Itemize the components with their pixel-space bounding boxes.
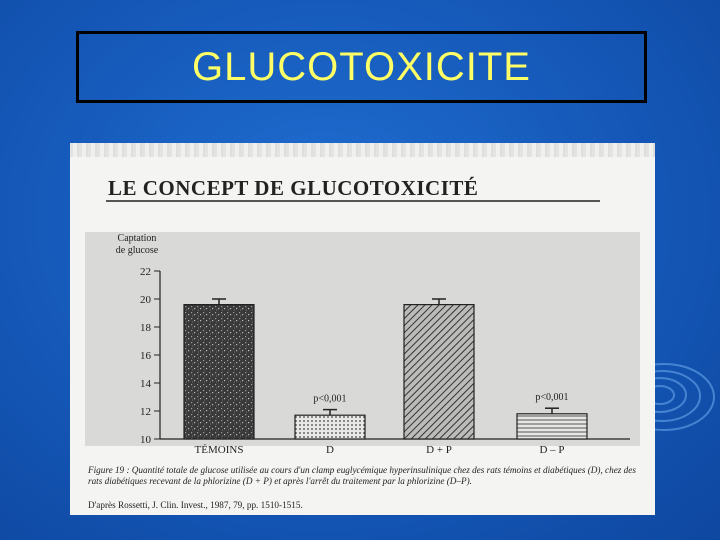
x-tick-label: D – P <box>539 444 565 456</box>
y-tick-label: 12 <box>140 406 151 418</box>
x-tick-label: TÉMOINS <box>194 444 244 456</box>
y-tick-label: 20 <box>140 294 151 306</box>
figure-caption: Figure 19 : Quantité totale de glucose utilisée au cours d'un clamp euglycémique hyperinsulinique chez des rats témoins et diabétiques (D), chez des rats diabétiques recevant de la phlorizine (D + P) et après l'arrêt du traitement par la phlorizine (D–P). <box>88 465 636 486</box>
bar-1 <box>184 305 254 439</box>
y-axis-label-line1: Captation <box>117 233 157 244</box>
bar-3 <box>404 305 474 439</box>
bar-chart <box>70 143 655 515</box>
y-tick-label: 16 <box>140 350 151 362</box>
y-tick-label: 22 <box>140 266 151 278</box>
bar-4 <box>517 414 587 439</box>
figure-source: D'après Rossetti, J. Clin. Invest., 1987, 79, pp. 1510-1515. <box>88 500 303 510</box>
scanned-figure <box>70 143 655 515</box>
bar-2 <box>295 415 365 439</box>
y-tick-label: 14 <box>140 378 151 390</box>
slide-title-box <box>76 31 647 103</box>
significance-label: p<0,001 <box>313 393 347 405</box>
slide-title: GLUCOTOXICITE <box>192 44 531 89</box>
y-tick-label: 10 <box>140 434 151 446</box>
y-tick-label: 18 <box>140 322 151 334</box>
x-tick-label: D <box>326 444 334 456</box>
significance-label: p<0,001 <box>535 392 569 404</box>
x-tick-label: D + P <box>426 444 452 456</box>
figure-heading: LE CONCEPT DE GLUCOTOXICITÉ <box>108 176 479 200</box>
y-axis-label-line2: de glucose <box>115 245 159 256</box>
